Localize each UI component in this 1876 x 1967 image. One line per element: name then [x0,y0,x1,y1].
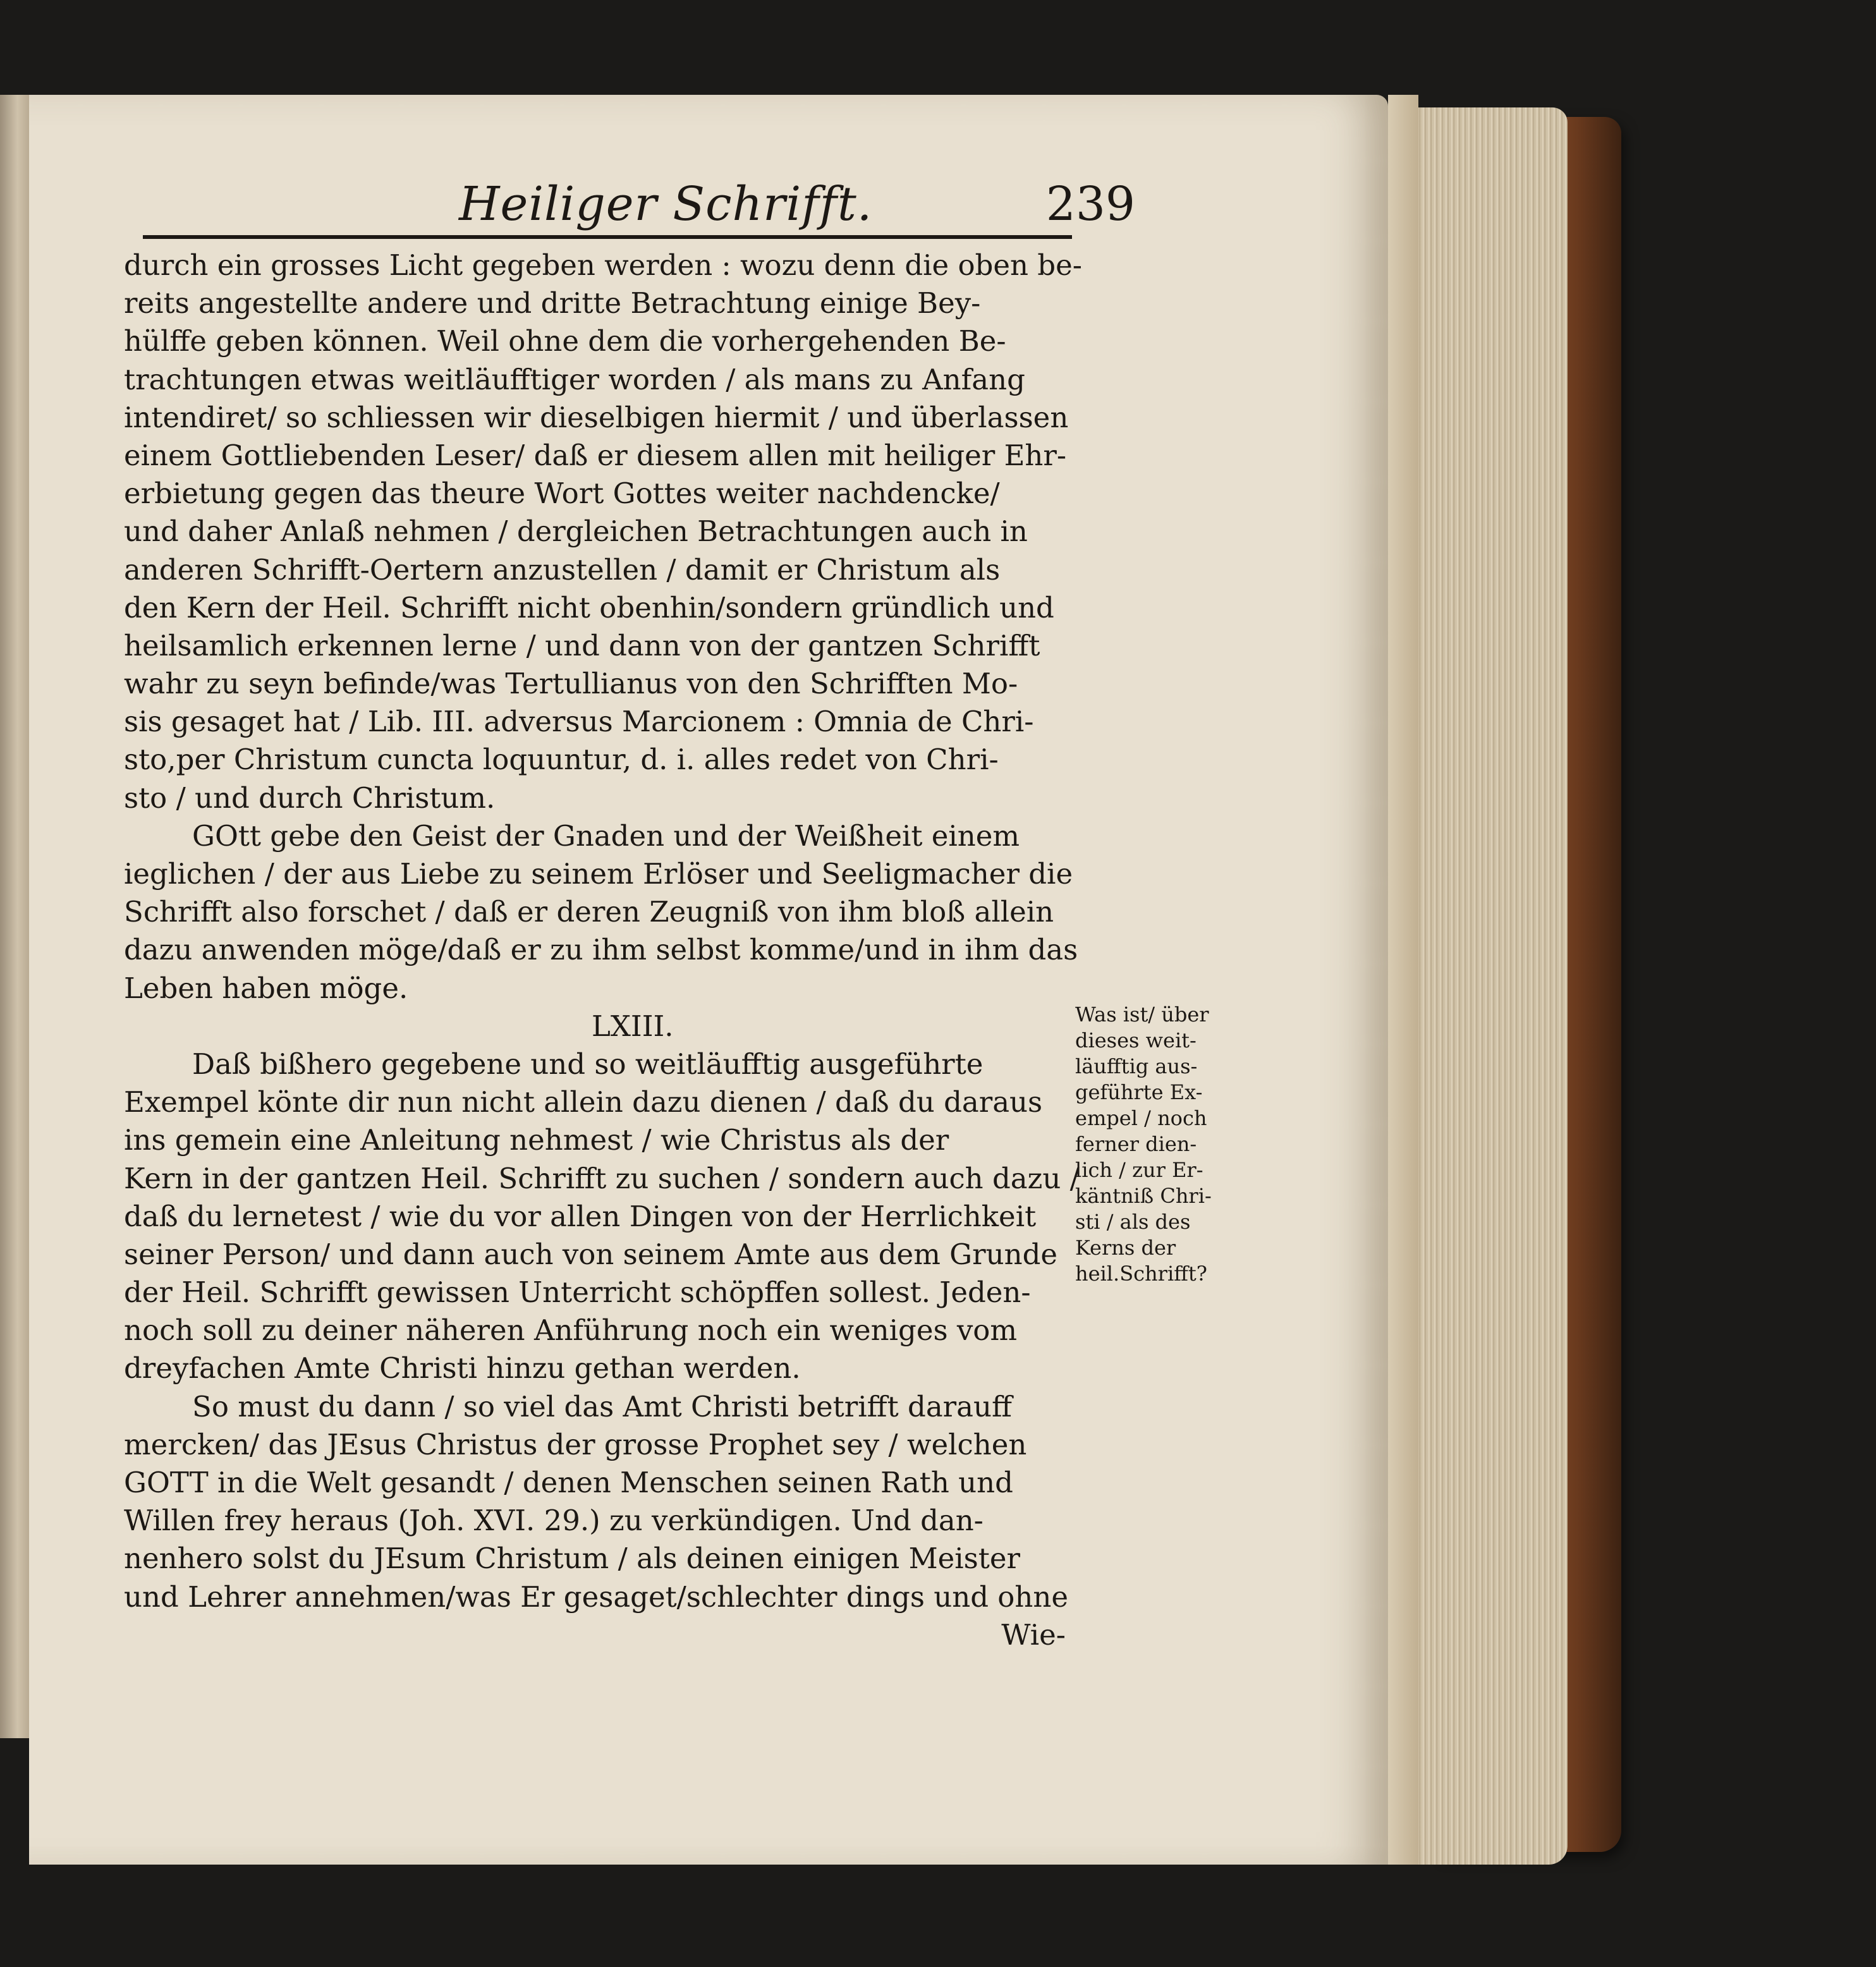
text-line: trachtungen etwas weitläufftiger worden / als mans zu Anfang [124,362,1025,396]
text-line: Exempel könte dir nun nicht allein dazu dienen / daß du daraus [124,1085,1043,1119]
text-line: reits angestellte andere und dritte Betrachtung einige Bey- [124,286,981,320]
text-line: hülffe geben können. Weil ohne dem die vorhergehenden Be- [124,324,1006,358]
text-line: dreyfachen Amte Christi hinzu gethan werden. [124,1351,801,1385]
catchword: Wie- [1001,1617,1066,1652]
margin-note-line: Was ist/ über [1075,1002,1209,1026]
text-line: Schrifft also forschet / daß er deren Zeugniß von ihm bloß allein [124,895,1054,929]
margin-note-line: sti / als des [1075,1210,1191,1234]
page-number: 239 [1045,177,1135,231]
margin-note-line: dieses weit- [1075,1028,1197,1052]
margin-note-line: ferner dien- [1075,1132,1197,1156]
running-title: Heiliger Schrifft. [459,177,873,231]
text-line: ieglichen / der aus Liebe zu seinem Erlöser und Seeligmacher die [124,857,1073,891]
text-line: anderen Schrifft-Oertern anzustellen / damit er Christum als [124,552,1001,587]
text-line: nenhero solst du JEsum Christum / als deinen einigen Meister [124,1542,1021,1576]
marginal-note [1075,1002,1265,1287]
text-line: intendiret/ so schliessen wir dieselbigen hiermit / und überlassen [124,400,1069,434]
text-line: durch ein grosses Licht gegeben werden : wozu denn die oben be- [124,248,1082,282]
text-line: heilsamlich erkennen lerne / und dann von der gantzen Schrifft [124,628,1040,662]
text-line: einem Gottliebenden Leser/ daß er diesem allen mit heiliger Ehr- [124,438,1067,472]
facing-page-edge [0,95,29,1738]
text-line: sto,per Christum cuncta loquuntur, d. i. alles redet von Chri- [124,743,999,777]
text-line: daß du lernetest / wie du vor allen Dingen von der Herrlichkeit [124,1199,1037,1233]
text-line: Leben haben möge. [124,971,408,1005]
margin-note-line: läufftig aus- [1075,1054,1198,1078]
text-line: seiner Person/ und dann auch von seinem Amte aus dem Grunde [124,1237,1058,1271]
text-line: dazu anwenden möge/daß er zu ihm selbst komme/und in ihm das [124,933,1078,967]
section-number: LXIII. [592,1009,674,1043]
text-line: und Lehrer annehmen/was Er gesaget/schlechter dings und ohne [124,1580,1068,1614]
book-page [29,95,1388,1865]
text-line: GOTT in die Welt gesandt / denen Menschen seinen Rath und [124,1466,1013,1499]
text-line: erbietung gegen das theure Wort Gottes weiter nachdencke/ [124,477,1000,511]
body-text [124,247,1082,1654]
text-line: sis gesaget hat / Lib. III. adversus Marcionem : Omnia de Chri- [124,705,1034,739]
margin-note-line: Kerns der [1075,1236,1176,1260]
margin-note-line: käntniß Chri- [1075,1184,1212,1208]
margin-note-line: geführte Ex- [1075,1080,1203,1104]
paragraph-first-line: So must du dann / so viel das Amt Christi betrifft darauff [192,1389,1012,1423]
text-line: sto / und durch Christum. [124,781,496,815]
paragraph-first-line: GOtt gebe den Geist der Gnaden und der Weißheit einem [192,819,1020,853]
text-line: den Kern der Heil. Schrifft nicht obenhin/sondern gründlich und [124,590,1054,624]
text-line: Kern in der gantzen Heil. Schrifft zu suchen / sondern auch dazu / [124,1161,1080,1195]
text-line: und daher Anlaß nehmen / dergleichen Betrachtungen auch in [124,515,1028,549]
text-line: ins gemein eine Anleitung nehmest / wie Christus als der [124,1123,949,1157]
page-fore-edge [1388,95,1418,1865]
paragraph-first-line: Daß bißhero gegebene und so weitläufftig ausgeführte [192,1047,984,1081]
text-line: wahr zu seyn befinde/was Tertullianus von den Schrifften Mo- [124,667,1018,701]
text-line: noch soll zu deiner näheren Anführung noch ein weniges vom [124,1313,1018,1348]
margin-note-line: heil.Schrifft? [1075,1262,1207,1286]
margin-note-line: empel / noch [1075,1106,1207,1130]
text-line: mercken/ das JEsus Christus der grosse Prophet sey / welchen [124,1427,1027,1461]
margin-note-line: lich / zur Er- [1075,1158,1203,1182]
text-line: der Heil. Schrifft gewissen Unterricht schöpffen sollest. Jeden- [124,1276,1031,1310]
text-line: Willen frey heraus (Joh. XVI. 29.) zu verkündigen. Und dan- [124,1504,984,1538]
header-rule [143,235,1072,239]
